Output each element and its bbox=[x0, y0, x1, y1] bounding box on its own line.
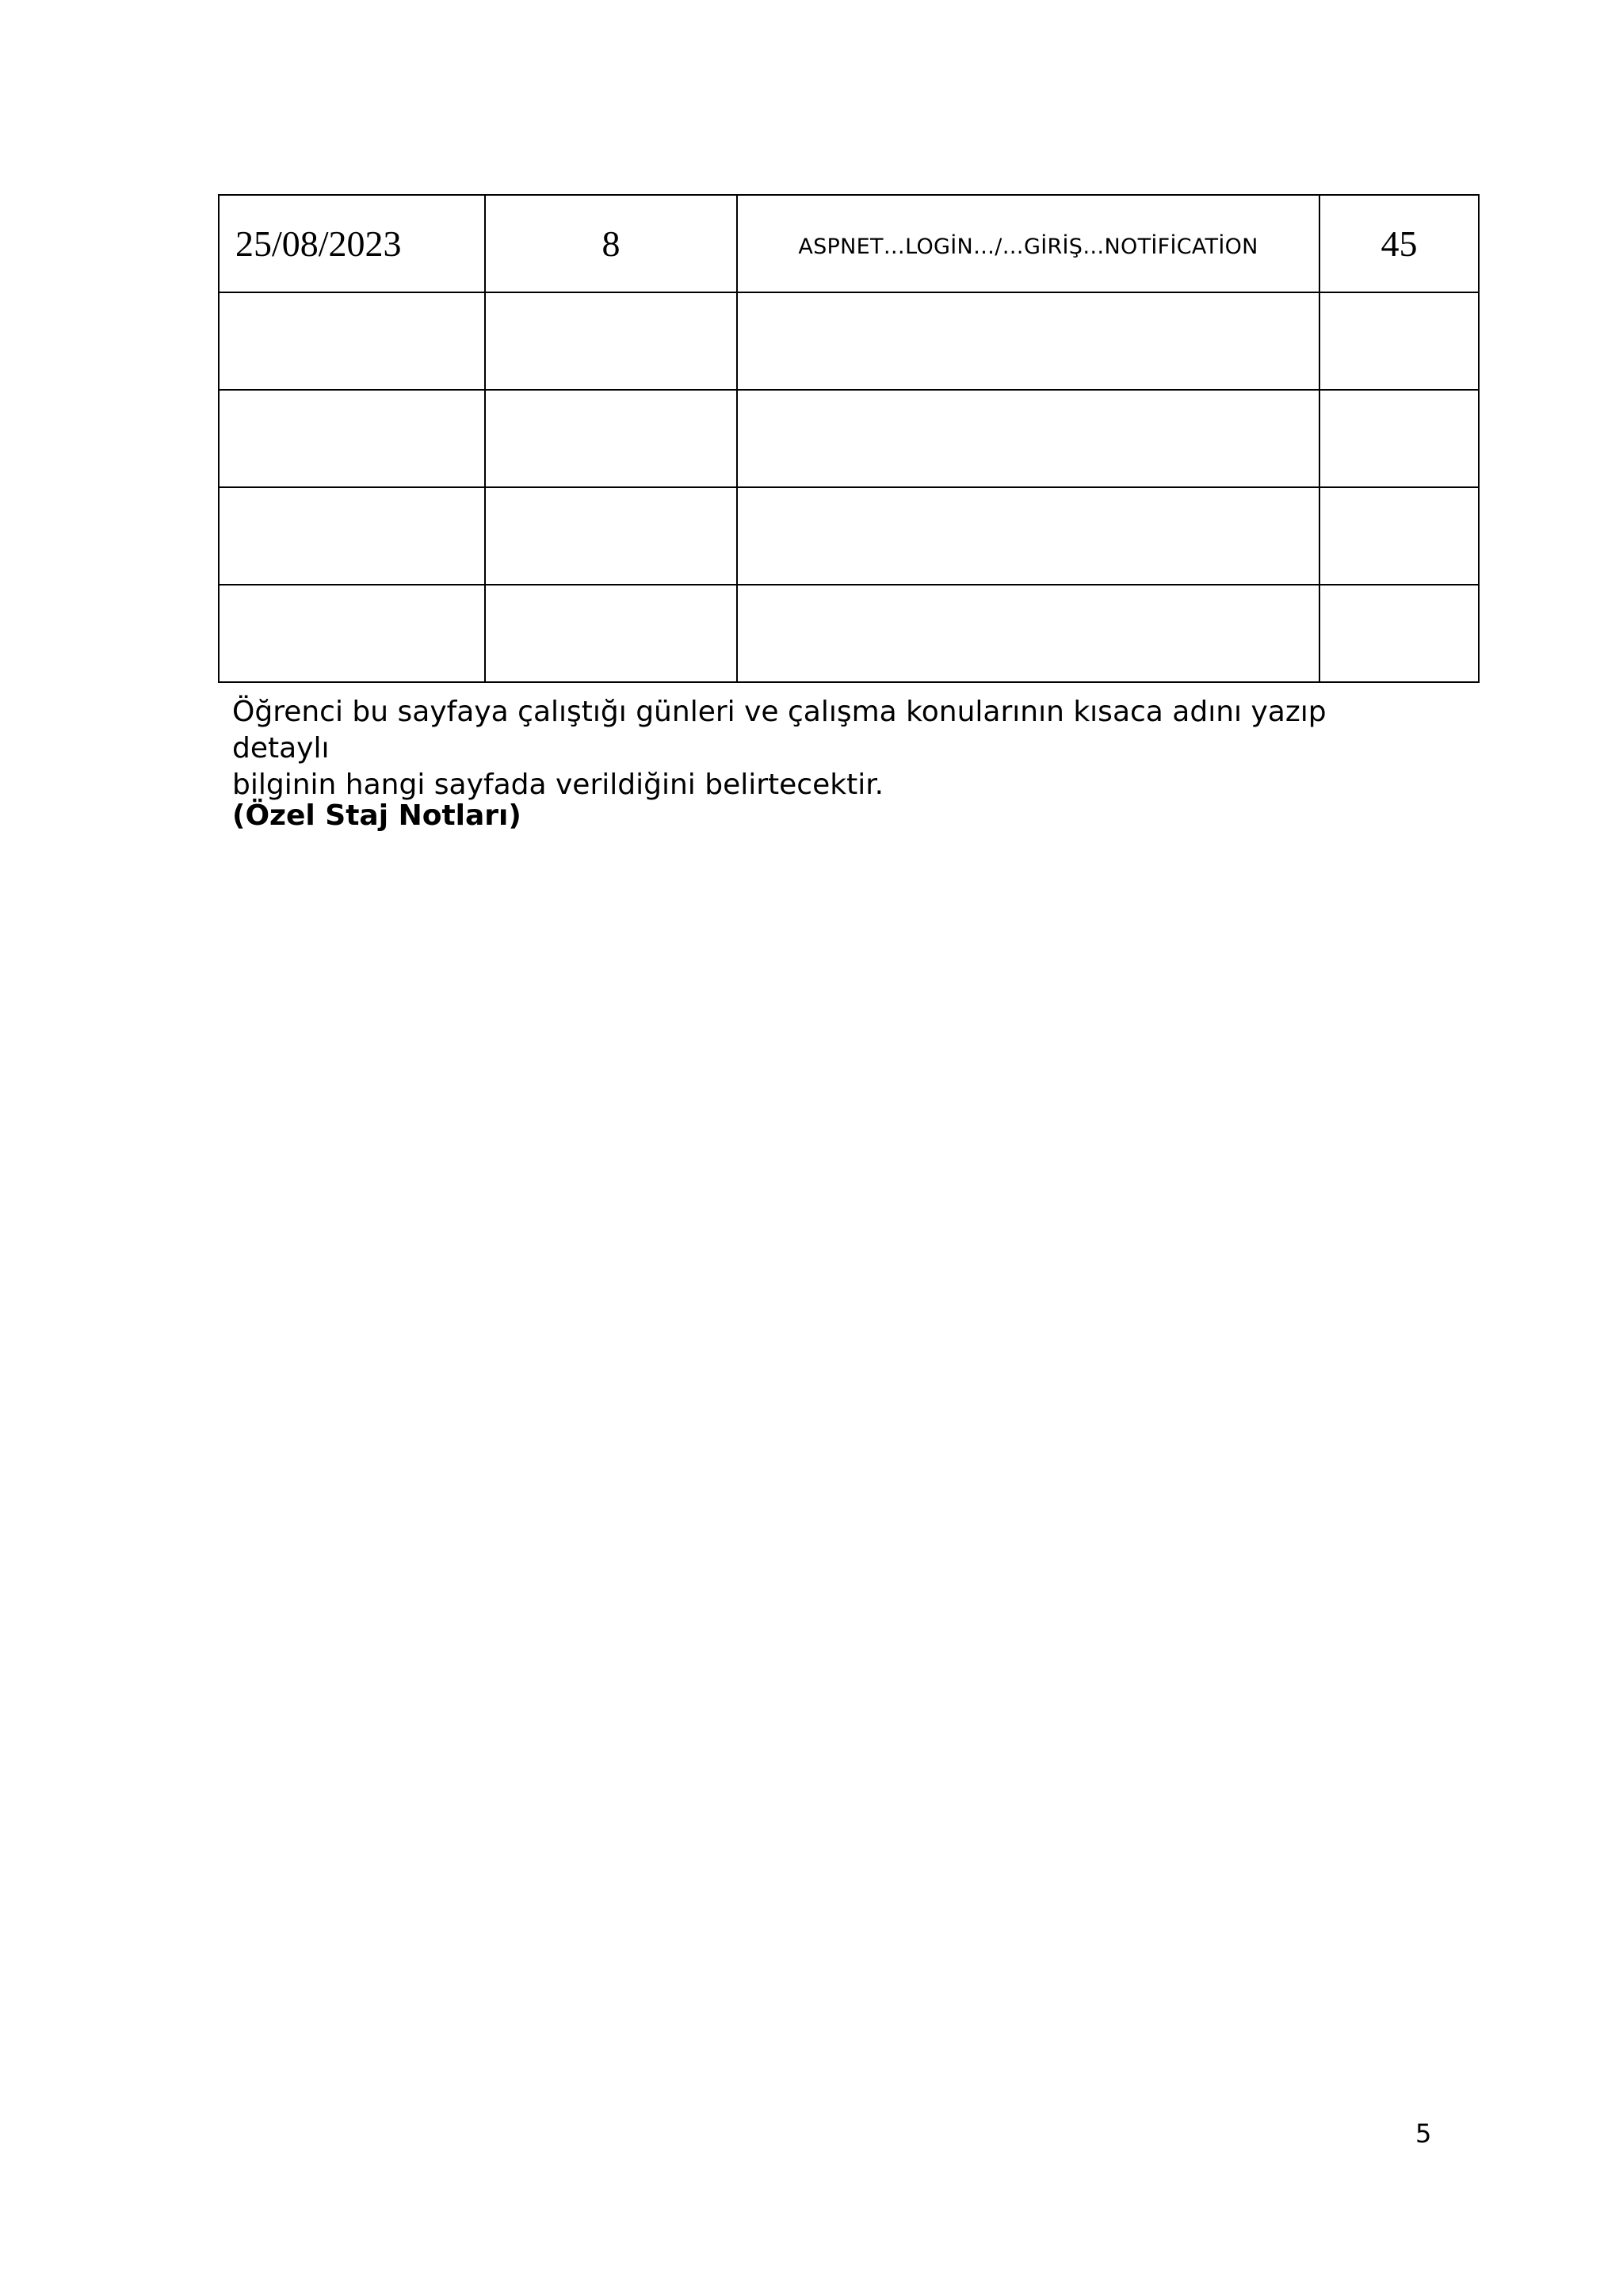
table-row bbox=[219, 390, 1479, 487]
table-row bbox=[219, 585, 1479, 682]
topic-cell bbox=[737, 292, 1319, 390]
date-cell: 25/08/2023 bbox=[219, 195, 485, 292]
topic-cell: ASPNET…LOGİN…/…GİRİŞ…NOTİFİCATİON bbox=[737, 195, 1319, 292]
page-cell bbox=[1319, 487, 1479, 585]
table-row bbox=[219, 487, 1479, 585]
work-log-table bbox=[218, 194, 1480, 683]
instructions-paragraph bbox=[232, 694, 1421, 803]
date-cell bbox=[219, 292, 485, 390]
page-cell bbox=[1319, 585, 1479, 682]
date-cell bbox=[219, 390, 485, 487]
table-row bbox=[219, 292, 1479, 390]
day-cell bbox=[485, 585, 737, 682]
topic-cell bbox=[737, 487, 1319, 585]
day-cell: 8 bbox=[485, 195, 737, 292]
day-cell bbox=[485, 390, 737, 487]
notes-heading: (Özel Staj Notları) bbox=[232, 799, 521, 832]
instructions-line-2: bilginin hangi sayfada verildiğini belirtecektir. bbox=[232, 769, 884, 801]
date-cell bbox=[219, 585, 485, 682]
page-cell bbox=[1319, 292, 1479, 390]
instructions-line-1: Öğrenci bu sayfaya çalıştığı günleri ve çalışma konularının kısaca adını yazıp detaylı bbox=[232, 696, 1327, 765]
topic-cell bbox=[737, 585, 1319, 682]
page-cell: 45 bbox=[1319, 195, 1479, 292]
day-cell bbox=[485, 292, 737, 390]
date-cell bbox=[219, 487, 485, 585]
topic-cell bbox=[737, 390, 1319, 487]
page-number: 5 bbox=[1415, 2119, 1432, 2149]
day-cell bbox=[485, 487, 737, 585]
table-row bbox=[219, 195, 1479, 292]
page-cell bbox=[1319, 390, 1479, 487]
